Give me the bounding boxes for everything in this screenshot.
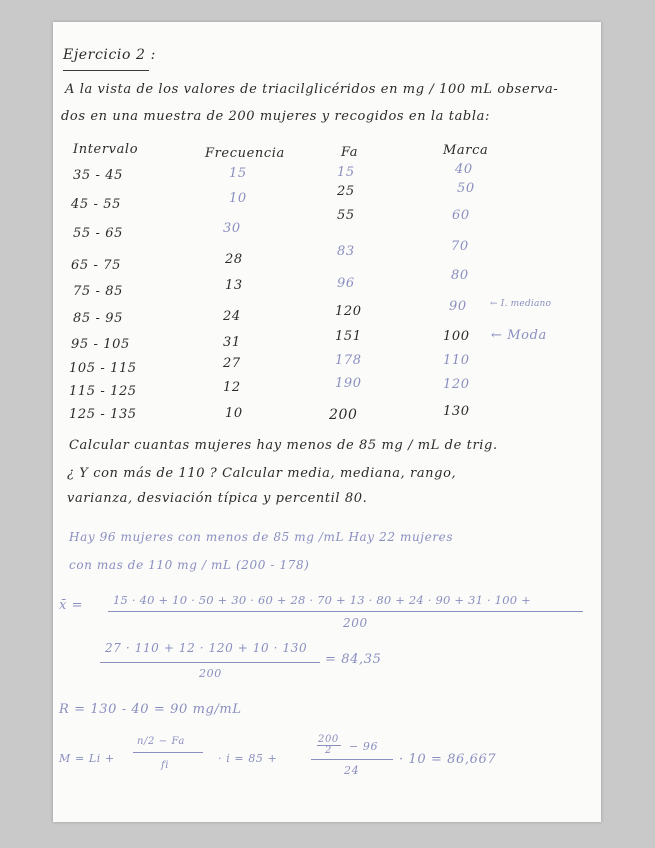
median-n-top: 200 — [318, 734, 339, 745]
mean-numerator-1: 15 · 40 + 10 · 50 + 30 · 60 + 28 · 70 + 13 · 80 + 24 · 90 + 31 · 100 + — [113, 593, 531, 607]
frequency-cell: 27 — [223, 356, 241, 371]
mark-cell: 60 — [452, 208, 470, 223]
answer-line-2: con mas de 110 mg / mL (200 - 178) — [69, 558, 310, 572]
interval-cell: 105 - 115 — [69, 361, 137, 376]
fa-cell: 83 — [337, 244, 355, 259]
median-i-term: · i = 85 + — [218, 752, 278, 765]
median-frac-bar — [133, 752, 203, 753]
mean-fraction-bar-2 — [100, 662, 320, 663]
question-line-1: Calcular cuantas mujeres hay menos de 85 mg / mL de trig. — [69, 438, 498, 453]
mark-cell: 90 — [449, 299, 467, 314]
mode-note: ← Moda — [491, 328, 547, 343]
median-minus-fa: − 96 — [349, 740, 379, 753]
header-mark: Marca — [443, 143, 489, 158]
frequency-cell: 10 — [229, 191, 247, 206]
interval-cell: 115 - 125 — [69, 384, 137, 399]
frequency-cell: 13 — [225, 278, 243, 293]
frequency-cell: 28 — [225, 252, 243, 267]
mean-denominator-2: 200 — [199, 667, 222, 680]
frequency-cell: 30 — [223, 221, 241, 236]
intro-line-2: dos en una muestra de 200 mujeres y recogidos en la tabla: — [61, 109, 490, 124]
frequency-cell: 24 — [223, 309, 241, 324]
interval-cell: 95 - 105 — [71, 337, 130, 352]
median-tail: · 10 = 86,667 — [399, 752, 497, 767]
mark-cell: 120 — [443, 377, 470, 392]
median-interval-note: ← I. mediano — [490, 299, 552, 309]
fa-cell: 55 — [337, 208, 355, 223]
interval-cell: 75 - 85 — [73, 284, 123, 299]
fa-cell: 190 — [335, 376, 362, 391]
fa-cell: 96 — [337, 276, 355, 291]
mean-symbol: x̄ = — [59, 598, 84, 613]
fa-cell: 25 — [337, 184, 355, 199]
interval-cell: 125 - 135 — [69, 407, 137, 422]
answer-line-1: Hay 96 mujeres con menos de 85 mg /mL Hay 22 mujeres — [69, 530, 454, 544]
mark-cell: 70 — [451, 239, 469, 254]
median-frac-den: fi — [161, 760, 170, 771]
frequency-cell: 15 — [229, 166, 247, 181]
fa-cell: 200 — [329, 407, 358, 423]
intro-line-1: A la vista de los valores de triacilglicéridos en mg / 100 mL observa- — [65, 82, 559, 97]
header-frequency: Frecuencia — [205, 146, 285, 161]
fa-cell: 15 — [337, 165, 355, 180]
frequency-cell: 31 — [223, 335, 241, 350]
mean-fraction-bar-1 — [108, 611, 583, 612]
header-fa: Fa — [341, 145, 359, 160]
interval-cell: 85 - 95 — [73, 311, 123, 326]
mark-cell: 40 — [455, 162, 473, 177]
exercise-heading: Ejercicio 2 : — [63, 47, 156, 63]
median-lhs: M = Li + — [59, 752, 115, 765]
fa-cell: 151 — [335, 329, 362, 344]
interval-cell: 65 - 75 — [71, 258, 121, 273]
question-line-3: varianza, desviación típica y percentil 80. — [67, 491, 368, 506]
mean-numerator-2: 27 · 110 + 12 · 120 + 10 · 130 — [105, 641, 308, 655]
mean-result: = 84,35 — [325, 652, 382, 667]
mark-cell: 80 — [451, 268, 469, 283]
frequency-cell: 10 — [225, 406, 243, 421]
frequency-cell: 12 — [223, 380, 241, 395]
median-frac-bar-2 — [311, 759, 393, 760]
interval-cell: 45 - 55 — [71, 197, 121, 212]
header-interval: Intervalo — [73, 142, 139, 157]
fa-cell: 178 — [335, 353, 362, 368]
fa-cell: 120 — [335, 304, 362, 319]
notebook-page — [53, 22, 601, 822]
mean-denominator-1: 200 — [343, 616, 368, 630]
median-n-bottom: 2 — [325, 745, 332, 756]
mark-cell: 110 — [443, 353, 470, 368]
mark-cell: 130 — [443, 404, 470, 419]
question-line-2: ¿ Y con más de 110 ? Calcular media, mediana, rango, — [67, 466, 457, 481]
mark-cell: 50 — [457, 181, 475, 196]
median-den-2: 24 — [344, 764, 360, 777]
median-frac-num: n/2 − Fa — [137, 736, 185, 747]
interval-cell: 55 - 65 — [73, 226, 123, 241]
mark-cell: 100 — [443, 329, 470, 344]
range-formula: R = 130 - 40 = 90 mg/mL — [59, 702, 242, 717]
interval-cell: 35 - 45 — [73, 168, 123, 183]
heading-underline — [63, 70, 149, 71]
